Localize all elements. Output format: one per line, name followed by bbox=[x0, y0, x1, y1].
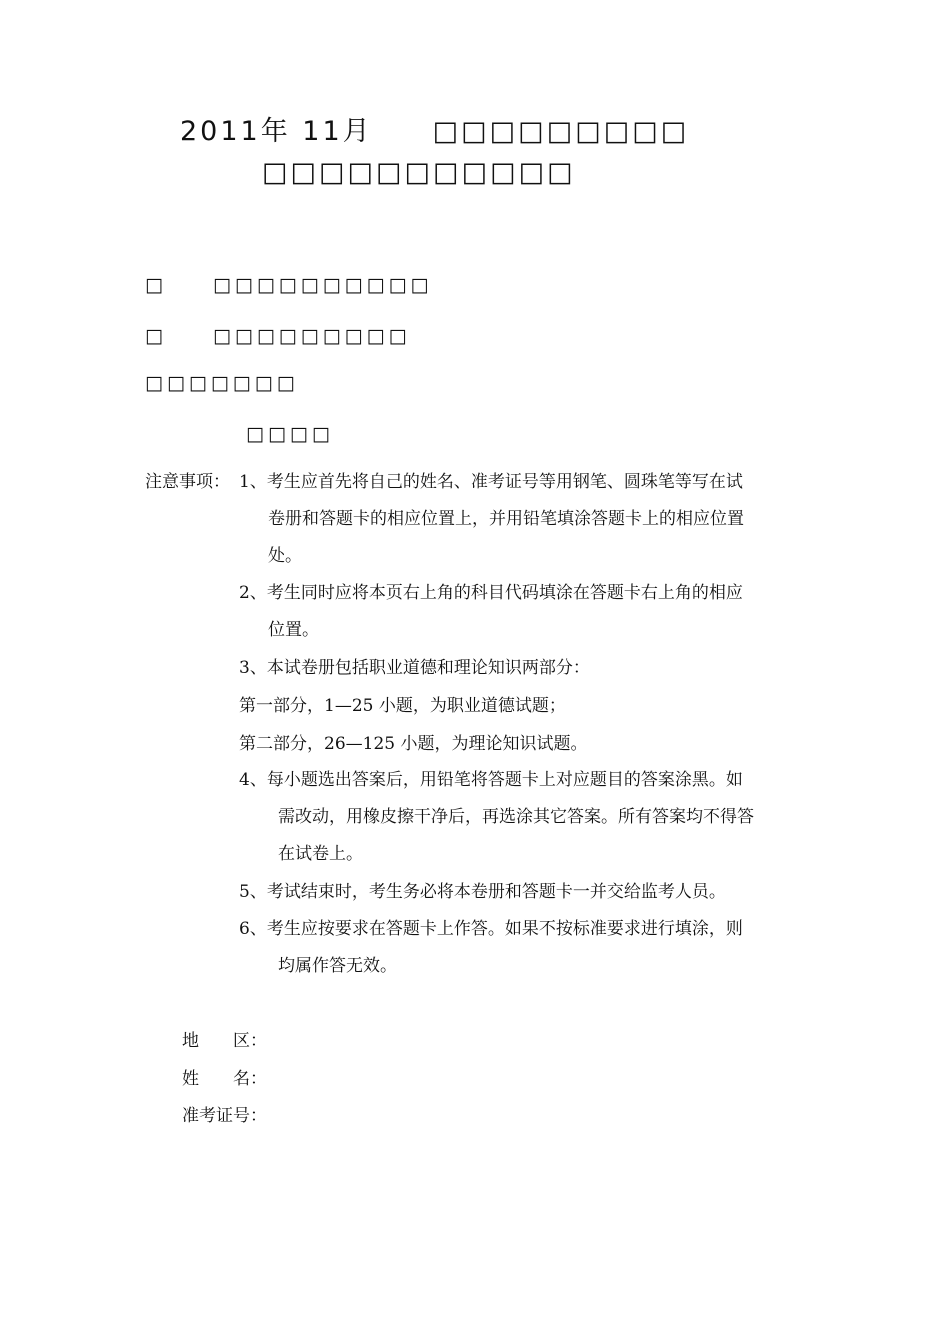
note-2-line-1: 2、考生同时应将本页右上角的科目代码填涂在答题卡右上角的相应 bbox=[239, 583, 743, 603]
info-line-4: □□□□ bbox=[246, 423, 334, 445]
note-1-line-2: 卷册和答题卡的相应位置上，并用铅笔填涂答题卡上的相应位置 bbox=[268, 509, 744, 529]
info-line-3: □□□□□□□ bbox=[145, 372, 299, 394]
note-4-line-3: 在试卷上。 bbox=[278, 844, 363, 864]
note-1-line-3: 处。 bbox=[268, 546, 302, 566]
note-4-line-2: 需改动，用橡皮擦干净后，再选涂其它答案。所有答案均不得答 bbox=[278, 807, 754, 827]
info-line-2: □ □□□□□□□□□ bbox=[145, 325, 411, 347]
note-4-line-1: 4、每小题选出答案后，用铅笔将答题卡上对应题目的答案涂黑。如 bbox=[239, 770, 743, 790]
note-1-line-1: 1、考生应首先将自己的姓名、准考证号等用钢笔、圆珠笔等写在试 bbox=[239, 472, 743, 492]
info-line-1: □ □□□□□□□□□□ bbox=[145, 274, 433, 296]
note-6-line-2: 均属作答无效。 bbox=[278, 956, 397, 976]
note-6-line-1: 6、考生应按要求在答题卡上作答。如果不按标准要求进行填涂，则 bbox=[239, 919, 743, 939]
note-3-line-1: 3、本试卷册包括职业道德和理论知识两部分： bbox=[239, 658, 590, 678]
note-3-line-3: 第二部分，26—125 小题，为理论知识试题。 bbox=[239, 734, 588, 754]
notes-label: 注意事项： bbox=[145, 472, 230, 492]
note-3-line-2: 第一部分，1—25 小题，为职业道德试题； bbox=[239, 696, 566, 716]
document-title-line2: □□□□□□□□□□□ bbox=[262, 157, 576, 188]
region-label: 地 区： bbox=[182, 1031, 267, 1051]
document-title-line1: 2011年 11月 □□□□□□□□□ bbox=[180, 116, 690, 147]
note-5-line-1: 5、考试结束时，考生务必将本卷册和答题卡一并交给监考人员。 bbox=[239, 882, 726, 902]
note-2-line-2: 位置。 bbox=[268, 620, 319, 640]
ticket-number-label: 准考证号： bbox=[182, 1106, 267, 1126]
name-label: 姓 名： bbox=[182, 1069, 267, 1089]
